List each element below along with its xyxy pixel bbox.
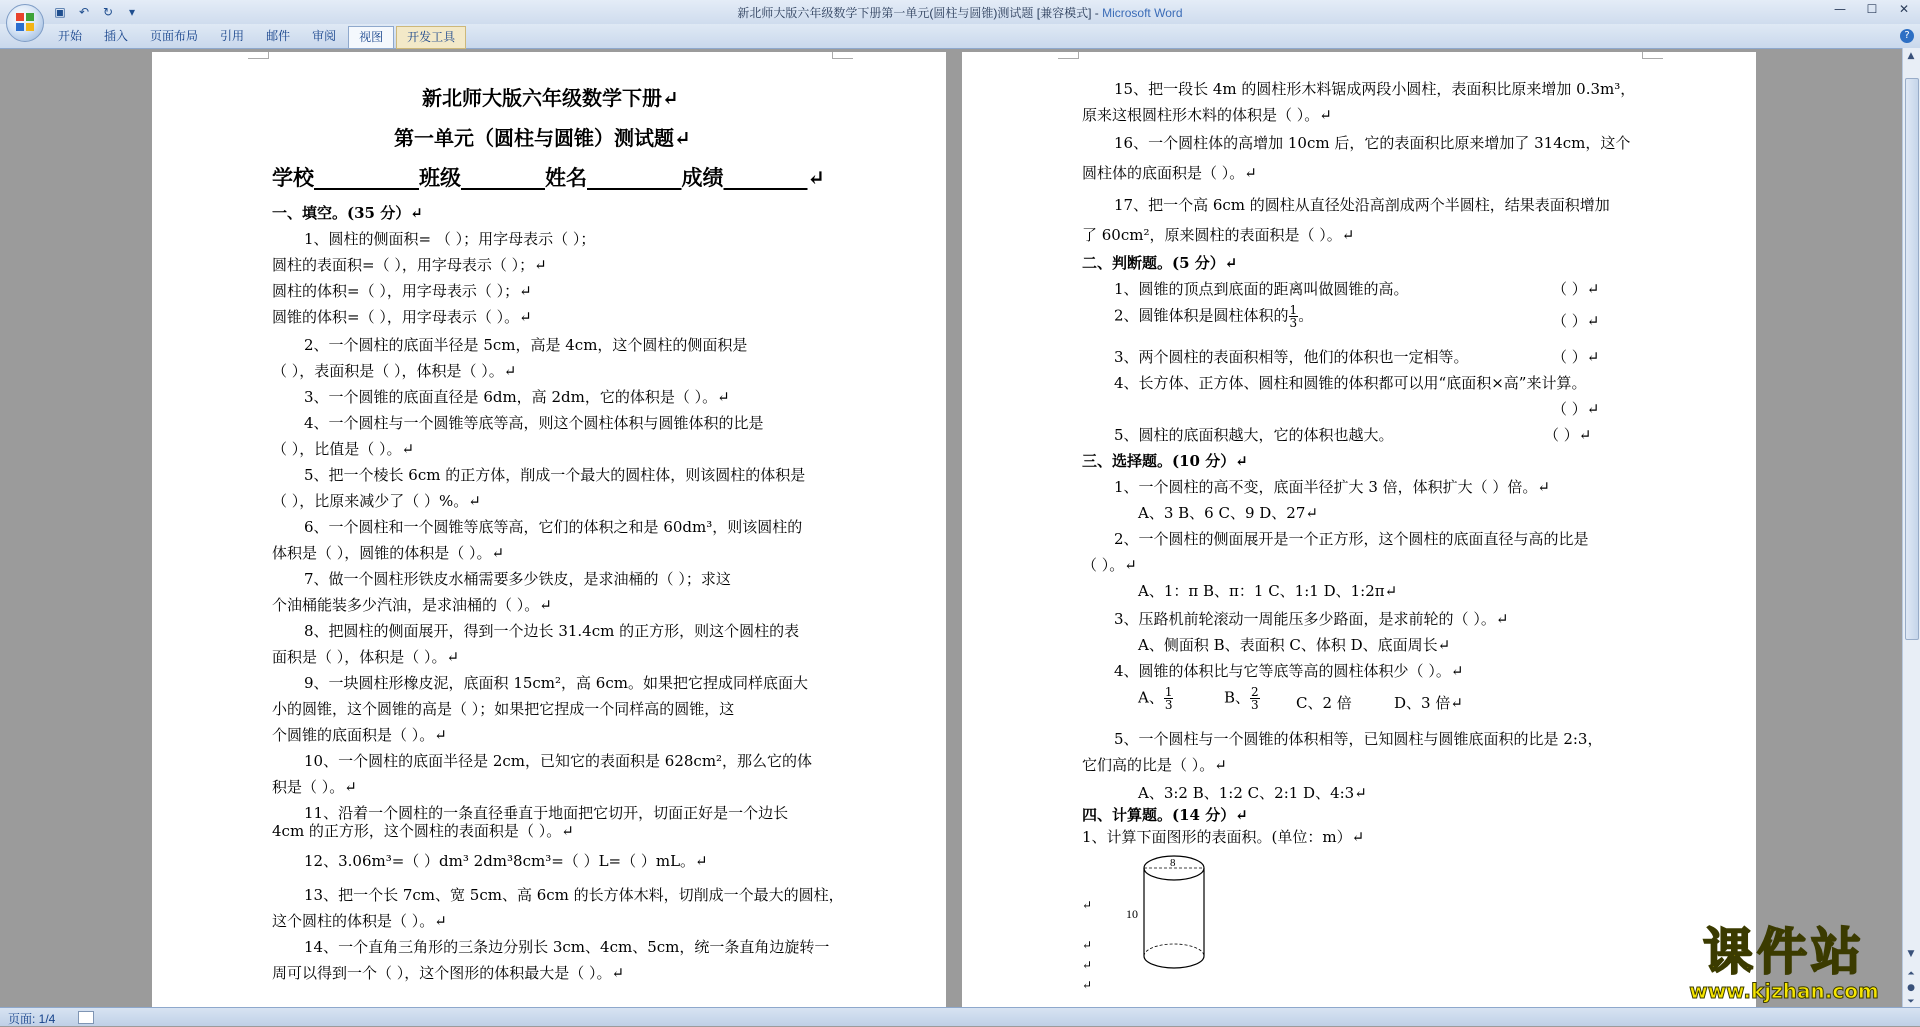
question-line: 3、一个圆锥的底面直径是 6dm，高 2dm，它的体积是（ ）。↵	[304, 388, 730, 406]
choice-b-label: B、	[1224, 688, 1251, 707]
question-line: （ ），比原来减少了（ ）%。↵	[272, 492, 481, 510]
office-logo-icon	[16, 13, 34, 31]
scroll-thumb[interactable]	[1905, 78, 1919, 640]
fraction-denominator: 3	[1251, 698, 1259, 712]
close-icon[interactable]: ✕	[1898, 2, 1910, 16]
question-line: 1、圆柱的侧面积= （ ）；用字母表示（ ）；	[304, 230, 596, 248]
cylinder-figure	[1120, 848, 1210, 976]
tab-mailings[interactable]: 邮件	[266, 29, 291, 43]
judge-blank: （ ）↵	[1544, 426, 1592, 444]
fraction	[1250, 686, 1260, 711]
status-bar	[0, 1007, 1920, 1026]
fraction-numerator: 2	[1251, 685, 1259, 699]
para-mark: ↵	[1082, 958, 1093, 972]
choice-a-label: A、	[1138, 688, 1164, 707]
para-mark: ↵	[1082, 978, 1093, 992]
question-line: 圆柱的表面积=（ ），用字母表示（ ）；↵	[272, 256, 547, 274]
cylinder-bottom-front	[1144, 956, 1204, 968]
question-line: 11、沿着一个圆柱的一条直径垂直于地面把它切开，切面正好是一个边长	[304, 804, 789, 822]
question-line: 个圆锥的底面积是（ ）。↵	[272, 726, 447, 744]
site-watermark	[1666, 924, 1902, 1002]
section-heading: 三、选择题。(10 分）↵	[1082, 452, 1248, 470]
doc-heading: 新北师大版六年级数学下册↵	[422, 86, 679, 110]
question-line: 15、把一段长 4m 的圆柱形木料锯成两段小圆柱，表面积比原来增加 0.3m³，	[1114, 80, 1636, 98]
question-line: 圆柱体的底面积是（ ）。↵	[1082, 164, 1257, 182]
question-line: 5、一个圆柱与一个圆锥的体积相等，已知圆柱与圆锥底面积的比是 2:3，	[1114, 730, 1603, 748]
fraction-denominator: 3	[1164, 698, 1173, 712]
question-line: 14、一个直角三角形的三条边分别长 3cm、4cm、5cm，统一条直角边旋转一	[304, 938, 830, 956]
question-line: 这个圆柱的体积是（ ）。↵	[272, 912, 447, 930]
judge-item-1: 1、圆锥的顶点到底面的距离叫做圆锥的高。	[1114, 280, 1409, 298]
cylinder-height-label: 10	[1126, 907, 1138, 921]
tab-references[interactable]: 引用	[220, 29, 245, 43]
page-1-content	[152, 52, 946, 1010]
page-2-content	[962, 52, 1756, 1010]
question-line: 个油桶能装多少汽油，是求油桶的（ ）。↵	[272, 596, 552, 614]
cylinder-bottom-back	[1144, 944, 1204, 956]
proofing-icon[interactable]	[78, 1011, 94, 1024]
redo-icon[interactable]: ↻	[102, 5, 114, 19]
window-controls	[1832, 2, 1912, 16]
judge-item-2-text: 2、圆锥体积是圆柱体积的	[1114, 306, 1289, 325]
vertical-scrollbar[interactable]	[1902, 48, 1920, 1010]
page-gap	[946, 52, 962, 1010]
customize-qat-icon[interactable]: ▾	[128, 5, 136, 19]
judge-item-2	[1114, 304, 1313, 329]
tab-home[interactable]: 开始	[58, 29, 83, 43]
para-mark: ↵	[1082, 938, 1093, 952]
judge-blank: （ ）↵	[1552, 400, 1600, 418]
question-line: 17、把一个高 6cm 的圆柱从直径处沿高剖成两个半圆柱，结果表面积增加	[1114, 196, 1610, 214]
scroll-down-icon[interactable]: ▼	[1907, 949, 1915, 959]
choice-options: A、3:2 B、1:2 C、2:1 D、4:3↵	[1138, 784, 1367, 802]
judge-blank: （ ）↵	[1552, 348, 1600, 366]
watermark-url: www.kjzhan.com	[1689, 979, 1879, 1003]
question-line: 4、一个圆柱与一个圆锥等底等高，则这个圆柱体积与圆锥体积的比是	[304, 414, 764, 432]
select-browse-icon[interactable]: ●	[1907, 983, 1915, 993]
question-line: 1、计算下面图形的表面积。(单位：m）↵	[1082, 828, 1365, 846]
scroll-up-icon[interactable]: ▲	[1907, 51, 1915, 61]
tab-insert[interactable]: 插入	[104, 29, 129, 43]
window-title	[0, 4, 1920, 21]
ribbon	[0, 24, 1920, 49]
cylinder-diameter-label: 8	[1170, 857, 1176, 869]
app-name: Microsoft Word	[1102, 6, 1183, 20]
document-page-2	[962, 52, 1756, 1010]
section-heading: 四、计算题。(14 分）↵	[1082, 806, 1248, 824]
next-page-icon[interactable]: ⏷	[1907, 997, 1915, 1007]
ribbon-tabs	[48, 26, 466, 49]
fraction-numerator: 1	[1289, 303, 1298, 317]
question-line: （ ），表面积是（ ），体积是（ ）。↵	[272, 362, 517, 380]
question-line: 12、3.06m³=（ ）dm³ 2dm³8cm³=（ ）L=（ ）mL。↵	[304, 852, 708, 870]
title-separator: -	[1091, 6, 1103, 20]
question-line: 3、压路机前轮滚动一周能压多少路面，是求前轮的（ ）。↵	[1114, 610, 1509, 628]
save-icon[interactable]: ▣	[54, 5, 66, 19]
question-line: 周可以得到一个（ ），这个图形的体积最大是（ ）。↵	[272, 964, 625, 982]
help-icon[interactable]: ?	[1900, 29, 1914, 43]
section-heading: 一、填空。(35 分）↵	[272, 204, 423, 222]
maximize-icon[interactable]: ☐	[1866, 2, 1878, 16]
minimize-icon[interactable]: —	[1834, 2, 1846, 16]
question-line: 积是（ ）。↵	[272, 778, 357, 796]
judge-blank: （ ）↵	[1552, 280, 1600, 298]
office-button[interactable]	[6, 4, 44, 42]
question-line: 8、把圆柱的侧面展开，得到一个边长 31.4cm 的正方形，则这个圆柱的表	[304, 622, 800, 640]
judge-item-4: 4、长方体、正方体、圆柱和圆锥的体积都可以用“底面积×高”来计算。	[1114, 374, 1587, 392]
choice-a	[1138, 686, 1173, 711]
fraction	[1289, 304, 1299, 329]
choice-d: D、3 倍↵	[1394, 694, 1463, 712]
choice-options: A、1：π B、π：1 C、1:1 D、1:2π↵	[1138, 582, 1398, 600]
fraction-denominator: 3	[1289, 316, 1298, 330]
judge-item-3: 3、两个圆柱的表面积相等，他们的体积也一定相等。	[1114, 348, 1469, 366]
choice-options: A、侧面积 B、表面积 C、体积 D、底面周长↵	[1138, 636, 1451, 654]
tab-page-layout[interactable]: 页面布局	[150, 29, 199, 43]
question-line: 圆柱的体积=（ ），用字母表示（ ）；↵	[272, 282, 532, 300]
question-line: 6、一个圆柱和一个圆锥等底等高，它们的体积之和是 60dm³，则该圆柱的	[304, 518, 803, 536]
choice-c: C、2 倍	[1296, 694, 1352, 712]
question-line: 5、把一个棱长 6cm 的正方体，削成一个最大的圆柱体，则该圆柱的体积是	[304, 466, 806, 484]
question-line: 它们高的比是（ ）。↵	[1082, 756, 1227, 774]
question-line: 小的圆锥，这个圆锥的高是（ ）；如果把它捏成一个同样高的圆锥，这	[272, 700, 735, 718]
fraction-numerator: 1	[1164, 685, 1173, 699]
question-line: 7、做一个圆柱形铁皮水桶需要多少铁皮，是求油桶的（ ）；求这	[304, 570, 731, 588]
question-line: 2、一个圆柱的底面半径是 5cm，高是 4cm，这个圆柱的侧面积是	[304, 336, 748, 354]
prev-page-icon[interactable]: ⏶	[1907, 969, 1915, 979]
tab-view[interactable]: 视图	[348, 26, 394, 48]
undo-icon[interactable]: ↶	[78, 5, 90, 19]
watermark-logo-text: 课件站	[1703, 923, 1865, 981]
doc-subheading: 第一单元（圆柱与圆锥）测试题↵	[394, 126, 691, 150]
question-line: 16、一个圆柱体的高增加 10cm 后，它的表面积比原来增加了 314cm，这个	[1114, 134, 1631, 152]
title-bar	[0, 0, 1920, 24]
question-line: （ ），比值是（ ）。↵	[272, 440, 415, 458]
question-line: 原来这根圆柱形木料的体积是（ ）。↵	[1082, 106, 1332, 124]
question-line: 13、把一个长 7cm、宽 5cm、高 6cm 的长方体木料，切削成一个最大的圆柱，	[304, 886, 844, 904]
question-line: 了 60cm²，原来圆柱的表面积是（ ）。↵	[1082, 226, 1355, 244]
choice-b	[1224, 686, 1260, 711]
question-line: 4、圆锥的体积比与它等底等高的圆柱体积少（ ）。↵	[1114, 662, 1464, 680]
question-line: 4cm 的正方形，这个圆柱的表面积是（ ）。↵	[272, 822, 574, 840]
document-title: 新北师大版六年级数学下册第一单元(圆柱与圆锥)测试题 [兼容模式]	[737, 6, 1092, 20]
question-line: 2、一个圆柱的侧面展开是一个正方形，这个圆柱的底面直径与高的比是	[1114, 530, 1589, 548]
question-line: 1、一个圆柱的高不变，底面半径扩大 3 倍，体积扩大（ ）倍。↵	[1114, 478, 1550, 496]
choice-options: A、3 B、6 C、9 D、27↵	[1138, 504, 1318, 522]
judge-item-2-tail: 。	[1298, 306, 1314, 325]
page-indicator[interactable]: 页面: 1/4	[8, 1012, 56, 1026]
fraction	[1164, 686, 1174, 711]
judge-blank: （ ）↵	[1552, 312, 1600, 330]
question-line: （ ）。↵	[1082, 556, 1137, 574]
judge-item-5: 5、圆柱的底面积越大，它的体积也越大。	[1114, 426, 1394, 444]
question-line: 圆锥的体积=（ ），用字母表示（ ）。↵	[272, 308, 532, 326]
question-line: 体积是（ ），圆锥的体积是（ ）。↵	[272, 544, 505, 562]
tab-review[interactable]: 审阅	[312, 29, 337, 43]
section-heading: 二、判断题。(5 分）↵	[1082, 254, 1238, 272]
document-page-1	[152, 52, 946, 1010]
para-mark: ↵	[1082, 898, 1093, 912]
question-line: 10、一个圆柱的底面半径是 2cm，已知它的表面积是 628cm²，那么它的体	[304, 752, 813, 770]
question-line: 9、一块圆柱形橡皮泥，底面积 15cm²，高 6cm。如果把它捏成同样底面大	[304, 674, 808, 692]
student-info-line: 学校__________班级________姓名_________成绩________↵	[272, 165, 826, 190]
tab-developer[interactable]: 开发工具	[396, 26, 466, 49]
question-line: 面积是（ ），体积是（ ）。↵	[272, 648, 460, 666]
